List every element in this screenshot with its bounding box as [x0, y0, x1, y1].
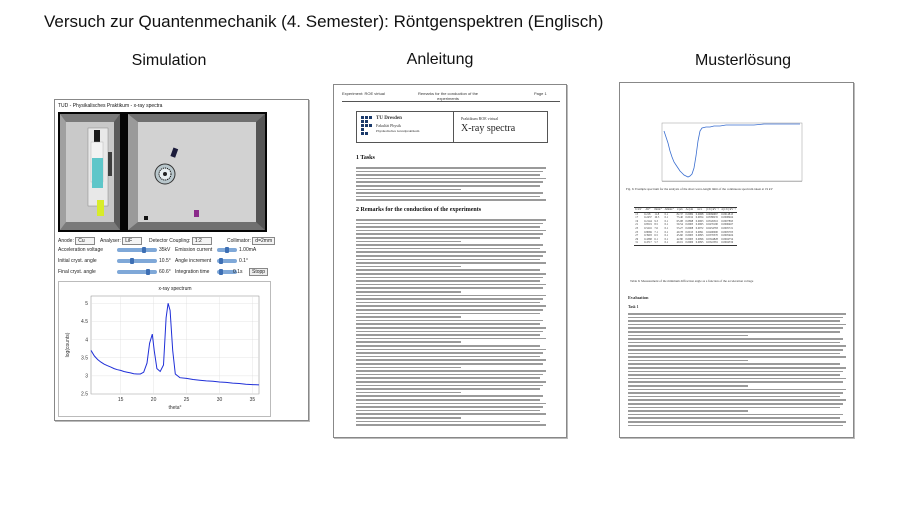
sim-window-title: TUD - Physikalisches Praktikum - x-ray spectra	[58, 103, 163, 109]
y-tick-label: 5	[85, 300, 88, 307]
text-line	[356, 291, 461, 293]
text-line	[356, 334, 540, 336]
text-line	[356, 356, 540, 358]
table-row	[634, 241, 737, 245]
table-cell: 0.0006467	[721, 223, 734, 227]
y-tick-label: 2.5	[81, 391, 88, 398]
table-cell: 0.0903	[685, 223, 694, 227]
section-tasks: 1 Tasks	[356, 155, 375, 161]
emission-current-slider[interactable]	[217, 248, 237, 252]
table-cell: 53.27	[676, 226, 683, 230]
text-line	[356, 424, 546, 426]
table-header-cell: Δ(1/U)/kV⁻¹	[721, 208, 736, 211]
table-cell: 0.0008464	[721, 216, 734, 220]
text-line	[356, 352, 543, 354]
table-cell: 21	[635, 223, 639, 227]
slider-thumb[interactable]	[142, 247, 146, 253]
table-cell: 0.1	[664, 223, 669, 227]
text-line	[628, 389, 846, 391]
task1-heading: Task 1	[628, 305, 639, 309]
results-table	[634, 207, 737, 246]
text-line	[628, 410, 748, 412]
x-tick-label: 35	[249, 397, 256, 403]
table-cell: 0.0014815	[721, 212, 734, 216]
text-line	[356, 399, 540, 401]
text-line	[356, 255, 543, 257]
anleitung-heading: Anleitung	[406, 51, 474, 68]
table-cell: 8.5	[654, 223, 658, 227]
table-cell: 42.80	[676, 237, 683, 241]
text-line	[356, 381, 546, 383]
tud-logo-icon	[361, 116, 372, 136]
text-line	[356, 233, 543, 235]
text-line	[356, 237, 540, 239]
table-header-cell: (1/U)/kV⁻¹	[706, 208, 719, 211]
table-cell: 0.0004559	[721, 241, 734, 245]
text-line	[356, 359, 546, 361]
table-cell: 0.218	[644, 212, 651, 216]
text-line	[356, 244, 543, 246]
text-line	[356, 363, 543, 365]
table-cell: 9.3	[654, 219, 658, 223]
table-cell: 0.4717	[644, 241, 652, 245]
emission-current-label: Emission current	[175, 247, 213, 253]
section-remarks: 2 Remarks for the conduction of the experiments	[356, 207, 482, 213]
spectrum-chart	[59, 282, 270, 416]
slide-title: Versuch zur Quantenmechanik (4. Semester): Röntgenspektren (Englisch)	[44, 12, 604, 31]
table-cell: 0.3993	[644, 234, 652, 238]
text-line	[356, 305, 546, 307]
text-line	[356, 171, 543, 173]
text-line	[628, 403, 843, 405]
text-line	[356, 280, 540, 282]
table-cell: 0.1	[664, 219, 669, 223]
text-line	[356, 392, 461, 394]
text-line	[356, 241, 461, 243]
accel-voltage-value: 35kV	[159, 247, 171, 253]
text-line	[356, 174, 540, 176]
text-line	[628, 417, 840, 419]
table-cell: 0.1	[664, 241, 669, 245]
text-line	[628, 414, 843, 416]
doc-title-box	[356, 111, 548, 143]
y-tick-label: 4.5	[81, 319, 88, 326]
analyser-control	[100, 237, 142, 245]
table-header-cell: Δθmin/°	[664, 208, 674, 211]
anode-control	[58, 237, 95, 245]
table-cell: 17	[635, 216, 639, 220]
text-line	[628, 360, 748, 362]
text-line	[356, 345, 540, 347]
table-cell: 65.08	[676, 219, 683, 223]
table-cell: 0.0065	[695, 223, 704, 227]
text-line	[356, 298, 543, 300]
table-cell: 45.60	[676, 234, 683, 238]
text-line	[356, 262, 546, 264]
table-cell: 59.54	[676, 223, 683, 227]
integration-time-label: Integration time	[175, 269, 210, 275]
figure-caption: Fig. 6: Example spectrum for the analysis of the short wave-length limit of the continuous spectrum taken at 19 kV	[626, 187, 773, 191]
collimator-select[interactable]: d=2mm	[252, 237, 275, 245]
text-line	[356, 277, 543, 279]
text-line	[356, 313, 540, 315]
table-cell: 7.6	[654, 226, 658, 230]
text-line	[356, 192, 543, 194]
table-cell: 0.0666667	[706, 212, 718, 216]
table-cell: 11.8	[654, 212, 660, 216]
text-line	[356, 323, 540, 325]
table-cell: 0.2437	[644, 216, 652, 220]
x-tick-label: 15	[117, 397, 124, 403]
table-header-cell: θmin/°	[654, 208, 662, 211]
angle-increment-label: Angle increment	[175, 258, 212, 264]
text-line	[628, 320, 840, 322]
table-cell: 0.0005721	[721, 226, 734, 230]
table-header-cell: λ/pm	[676, 208, 683, 211]
table-cell: 82.37	[676, 212, 683, 216]
table-cell: 0.0063	[695, 219, 704, 223]
text-line	[628, 407, 840, 409]
table-cell: 0.8519	[644, 223, 652, 227]
text-line	[356, 230, 546, 232]
musterloesung-heading: Musterlösung	[694, 52, 792, 69]
anleitung-document	[333, 84, 567, 438]
text-line	[356, 269, 540, 271]
emission-current-value: 1.00mA	[239, 247, 257, 253]
final-angle-value: 60.6°	[159, 269, 171, 275]
x-tick-label: 20	[150, 397, 157, 403]
initial-angle-slider[interactable]	[117, 259, 157, 263]
text-line	[356, 309, 543, 311]
table-cell: 7.1	[654, 230, 658, 234]
table-cell: 0.0370370	[706, 234, 718, 238]
text-line	[628, 327, 843, 329]
text-line	[628, 363, 840, 365]
coupling-label: Detector Coupling:	[149, 238, 191, 244]
text-line	[356, 295, 546, 297]
table-cell: 15	[635, 212, 639, 216]
text-line	[356, 327, 546, 329]
text-line	[356, 349, 546, 351]
table-cell: 0.0095	[695, 234, 704, 238]
text-line	[356, 226, 540, 228]
text-line	[628, 421, 846, 423]
anode-label: Anode:	[58, 238, 74, 244]
text-line	[628, 313, 846, 315]
text-line	[356, 189, 461, 191]
text-line	[356, 199, 546, 201]
accel-voltage-slider[interactable]	[117, 248, 157, 252]
table-cell: 0.1	[664, 212, 669, 216]
table-cell: 0.0912	[685, 216, 694, 220]
slider-thumb[interactable]	[219, 258, 223, 264]
initial-angle-label: Initial cryst. angle	[58, 258, 97, 264]
table-cell: 0.0322581	[706, 241, 718, 245]
table-cell: 25	[635, 230, 639, 234]
text-line	[356, 410, 540, 412]
text-line	[628, 345, 846, 347]
angle-increment-slider[interactable]	[217, 259, 237, 263]
text-line	[356, 395, 543, 397]
table-cell: 0.8069	[644, 230, 652, 234]
table-cell: 31	[635, 241, 639, 245]
text-line	[356, 331, 543, 333]
angle-increment-value: 0.1°	[239, 258, 248, 264]
text-line	[628, 381, 843, 383]
coupling-select[interactable]: 1:2	[192, 237, 212, 245]
text-line	[628, 392, 843, 394]
table-cell: 6.5	[654, 234, 658, 238]
table-cell: 0.0400000	[706, 230, 718, 234]
table-cell: 0.0526316	[706, 219, 718, 223]
table-cell: 6.1	[654, 237, 658, 241]
table-cell: 0.0072	[695, 226, 704, 230]
text-line	[356, 284, 546, 286]
table-cell: 0.0588235	[706, 216, 718, 220]
analyser-label: Analyser:	[100, 238, 121, 244]
table-cell: 0.0982	[685, 212, 694, 216]
table-header-cell: Δθ/°	[645, 208, 651, 211]
text-line	[356, 338, 546, 340]
text-line	[356, 403, 546, 405]
table-cell: 0.1	[664, 230, 669, 234]
text-line	[356, 178, 546, 180]
text-line	[356, 385, 543, 387]
table-cell: 0.0905	[685, 234, 694, 238]
y-tick-label: 3	[85, 373, 88, 380]
text-line	[628, 371, 843, 373]
musterloesung-document	[619, 82, 854, 438]
table-cell: 0.4368	[644, 237, 652, 241]
text-line	[356, 302, 540, 304]
y-tick-label: 3.5	[81, 355, 88, 362]
table-cell: 0.0434783	[706, 226, 718, 230]
final-angle-slider[interactable]	[117, 270, 157, 274]
text-line	[356, 185, 540, 187]
doc-header-left: Experiment: ROE virtual	[342, 91, 385, 96]
text-line	[356, 251, 546, 253]
logo-sub2: Physikalisches Grundpraktikum	[376, 129, 420, 133]
table-cell: 29	[635, 237, 639, 241]
table-cell: 5.7	[654, 241, 658, 245]
table-cell: 49.78	[676, 230, 683, 234]
x-tick-label: 25	[183, 397, 190, 403]
text-line	[628, 331, 840, 333]
table-cell: 27	[635, 234, 639, 238]
table-cell: 10.5	[654, 216, 660, 220]
table-cell: 0.0091	[695, 230, 704, 234]
table-cell: 0.0915	[685, 230, 694, 234]
table-cell: 0.0096	[695, 237, 704, 241]
table-cell: 0.0900	[685, 241, 694, 245]
collimator-control	[227, 237, 275, 245]
text-line	[356, 219, 546, 221]
text-line	[628, 425, 843, 427]
slider-thumb[interactable]	[225, 247, 229, 253]
text-line	[356, 181, 543, 183]
text-line	[356, 417, 461, 419]
table-cell: 0.0908	[685, 226, 694, 230]
y-axis-label: log(counts)	[65, 332, 71, 358]
example-spectrum-figure	[654, 121, 804, 185]
text-line	[628, 349, 843, 351]
table-cell: 0.0054	[695, 216, 704, 220]
spectrum-title: x-ray spectrum	[158, 286, 192, 292]
apparatus-drawing	[58, 112, 267, 232]
xray-apparatus-view[interactable]	[58, 112, 267, 232]
coupling-control	[149, 237, 212, 245]
accel-voltage-label: Acceleration voltage	[58, 247, 104, 253]
logo-sub1: Fakultät Physik	[376, 123, 402, 128]
slider-thumb[interactable]	[130, 258, 134, 264]
table-cell: 0.0005404	[721, 234, 734, 238]
text-line	[628, 396, 840, 398]
table-cell: 23	[635, 226, 639, 230]
analyser-select[interactable]: LiF	[122, 237, 142, 245]
table-cell: 0.0005705	[721, 230, 734, 234]
x-axis-label: theta°	[168, 405, 182, 411]
text-line	[356, 273, 546, 275]
table-cell: 0.5216	[644, 226, 652, 230]
simulation-screenshot	[54, 99, 309, 421]
integration-time-value: 0.1s	[233, 269, 243, 275]
final-angle-label: Final cryst. angle	[58, 269, 96, 275]
text-line	[356, 367, 461, 369]
table-cell: 0.0476190	[706, 223, 718, 227]
table-cell: 0.0068	[695, 212, 704, 216]
text-line	[356, 266, 461, 268]
box-right-big: X-ray spectra	[461, 123, 516, 134]
y-tick-label: 4	[85, 337, 88, 344]
simulation-heading: Simulation	[131, 52, 207, 69]
box-right-small: Praktikum ROE virtual	[461, 116, 499, 121]
stop-button[interactable]: Stopp	[249, 268, 268, 276]
text-line	[356, 374, 543, 376]
text-line	[356, 167, 546, 169]
plot-area	[91, 296, 259, 394]
text-line	[356, 406, 543, 408]
text-line	[356, 316, 461, 318]
text-line	[356, 320, 543, 322]
table-cell: 0.1	[664, 216, 669, 220]
text-line	[356, 259, 540, 261]
example-spectrum-plot	[654, 121, 804, 185]
doc-header-right: Page 1	[534, 91, 547, 96]
text-line	[356, 341, 461, 343]
spectrum-panel	[58, 281, 271, 417]
initial-angle-value: 10.5°	[159, 258, 171, 264]
table-header-cell: U/kV	[635, 208, 642, 211]
text-line	[356, 377, 540, 379]
text-line	[628, 399, 846, 401]
text-line	[356, 287, 543, 289]
logo-name: TU Dresden	[376, 116, 402, 121]
table-cell: 0.0905	[685, 237, 694, 241]
table-cell: 0.1	[664, 226, 669, 230]
text-line	[628, 385, 748, 387]
table-cell: 0.0004754	[721, 237, 734, 241]
text-line	[628, 342, 840, 344]
slider-thumb[interactable]	[146, 269, 150, 275]
table-caption: Table 6: Measurement of the minimum diffraction angle as a function of the acceleration voltage	[630, 279, 754, 283]
x-tick-label: 30	[216, 397, 223, 403]
text-line	[628, 367, 846, 369]
table-cell: 0.1	[664, 237, 669, 241]
table-cell: 0.0898	[685, 219, 694, 223]
slider-thumb[interactable]	[219, 269, 223, 275]
table-cell: 0.2144	[644, 219, 652, 223]
text-line	[356, 388, 540, 390]
text-line	[628, 374, 840, 376]
text-line	[356, 248, 540, 250]
collimator-label: Collimator:	[227, 238, 251, 244]
table-cell: 19	[635, 219, 639, 223]
text-line	[628, 338, 843, 340]
doc-header-mid: Remarks for the conduction of the experiments	[417, 91, 479, 101]
text-line	[356, 196, 540, 198]
table-cell: 0.1	[664, 234, 669, 238]
table-cell: 0.0344828	[706, 237, 718, 241]
table-cell: 40.01	[676, 241, 683, 245]
text-line	[356, 370, 546, 372]
text-line	[628, 378, 846, 380]
table-header-cell: Δλ/λ	[696, 208, 703, 211]
table-cell: 73.40	[676, 216, 683, 220]
text-line	[628, 356, 846, 358]
text-line	[628, 324, 846, 326]
evaluation-heading: Evaluation	[628, 295, 649, 300]
table-cell: 0.0095	[695, 241, 704, 245]
text-line	[356, 413, 546, 415]
text-line	[356, 421, 540, 423]
table-header-cell: Δλ/pm	[685, 208, 694, 211]
text-line	[628, 335, 748, 337]
table-cell: 0.0007895	[721, 219, 734, 223]
text-line	[628, 317, 843, 319]
text-line	[628, 353, 840, 355]
text-line	[356, 223, 543, 225]
anode-select[interactable]: Cu	[75, 237, 95, 245]
